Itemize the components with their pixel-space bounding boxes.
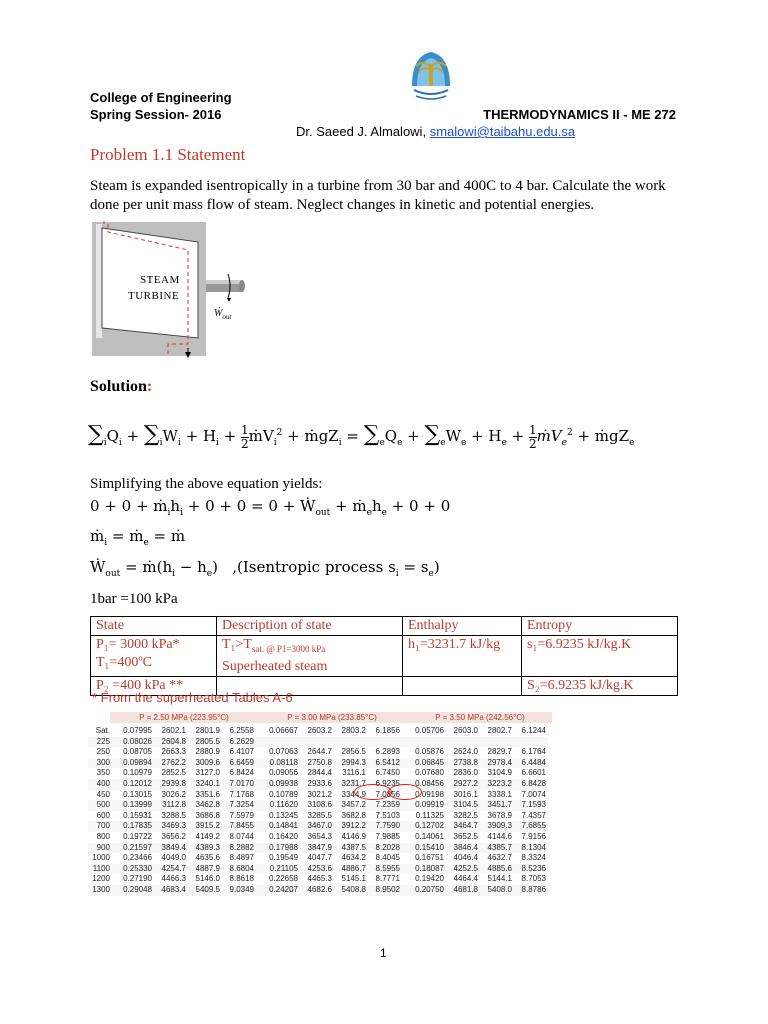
sh-header-p2: P = 3.00 MPa (233.85°C) xyxy=(287,713,377,722)
sh-value-cell: 0.14841 xyxy=(269,821,298,831)
sh-value-cell: 0.07063 xyxy=(269,747,298,757)
sh-temperature-cell: 1300 xyxy=(92,884,110,894)
sh-value-cell: 3104.5 xyxy=(453,800,478,810)
sh-temperature-cell: Sat. xyxy=(95,726,110,735)
sh-value-cell: 0.10979 xyxy=(123,768,152,778)
entropy-highlight-circle xyxy=(388,784,422,800)
sh-temperature-cell: 450 xyxy=(96,789,110,799)
sh-value-cell: 3656.2 xyxy=(161,831,186,841)
sh-value-cell: 2762.2 xyxy=(161,757,186,767)
sh-value-cell: 4046.4 xyxy=(453,853,478,863)
sh-value-cell: 4149.2 xyxy=(195,831,220,841)
sh-value-cell: 6.6459 xyxy=(229,757,254,767)
sh-value-cell: 0.23466 xyxy=(123,853,152,863)
sh-value-cell: 4681.8 xyxy=(453,884,478,894)
sh-value-cell: 0.19549 xyxy=(269,853,298,863)
sh-value-cell: 0.13999 xyxy=(123,800,152,810)
sh-value-cell xyxy=(368,737,402,748)
header-state: State xyxy=(91,617,217,636)
sh-value-cell: 5408.0 xyxy=(487,884,512,894)
sh-value-cell: 6.6601 xyxy=(521,768,546,778)
problem-statement-line1: Steam is expanded isentropically in a turbine from 30 bar and 400C to 4 bar. Calculate the work xyxy=(90,178,666,194)
sh-value-cell: 0.11325 xyxy=(415,810,444,820)
sh-value-cell: 8.5236 xyxy=(521,863,546,873)
sh-value-cell: 2927.2 xyxy=(453,778,478,788)
state2-entropy: S₂=6.9235 kJ/kg.K xyxy=(522,676,678,695)
sh-table-row xyxy=(88,843,548,854)
sh-value-cell: 3240.1 xyxy=(195,778,220,788)
sh-value-cell: 0.20750 xyxy=(415,884,444,894)
sh-value-cell: 5408.8 xyxy=(341,884,366,894)
sh-value-cell: 2880.9 xyxy=(195,747,220,757)
sh-table-row xyxy=(88,737,548,748)
solution-heading xyxy=(90,378,152,396)
sh-table-row xyxy=(88,790,548,801)
solution-heading-text: Solution xyxy=(90,378,147,395)
sh-value-cell: 4635.6 xyxy=(195,853,220,863)
sh-value-cell: 0.15410 xyxy=(415,842,444,852)
sh-value-cell: 3462.8 xyxy=(195,800,220,810)
sh-value-cell: 9.0349 xyxy=(229,884,254,894)
sh-value-cell: 3652.5 xyxy=(453,831,478,841)
sh-value-cell: 5144.1 xyxy=(487,874,512,884)
sh-value-cell: 3849.4 xyxy=(161,842,186,852)
sh-value-cell: 4466.3 xyxy=(161,874,186,884)
sh-value-cell: 0.09056 xyxy=(269,768,298,778)
unit-conversion: 1bar =100 kPa xyxy=(90,591,178,607)
sh-value-cell: 6.5412 xyxy=(375,757,400,767)
sh-value-cell: 0.21597 xyxy=(123,842,152,852)
sh-value-cell: 5146.0 xyxy=(195,874,220,884)
sh-value-cell: 6.8424 xyxy=(229,768,254,778)
header-enthalpy: Enthalpy xyxy=(403,617,522,636)
sh-value-cell: 3457.2 xyxy=(341,800,366,810)
sh-value-cell: 3682.8 xyxy=(341,810,366,820)
sh-value-cell: 3338.1 xyxy=(487,789,512,799)
sh-value-cell: 8.2028 xyxy=(375,842,400,852)
sh-value-cell: 6.2558 xyxy=(229,726,254,735)
superheated-data-table xyxy=(88,726,548,896)
energy-balance-equation: $\sum_iQ_i + \sum_iW_i + H_i$ + $\frac{1}{2}$ ṁV$_i^2$ + ṁgZ$_i$ = $\sum_eQ_e + \sum_eW_e + H_e$ + $\frac{1}{2}$ ṁV$_e^2$ + ṁgZ$_e$ xyxy=(88,422,635,451)
sh-value-cell: 8.7771 xyxy=(375,874,400,884)
sh-value-cell: 2803.2 xyxy=(341,726,366,735)
sh-value-cell: 2738.8 xyxy=(453,757,478,767)
simplify-text: Simplifying the above equation yields: xyxy=(90,476,323,492)
sh-temperature-cell: 1100 xyxy=(92,863,110,873)
sh-value-cell: 6.8428 xyxy=(521,778,546,788)
state1-entropy: s₁=6.9235 kJ/kg.K xyxy=(522,636,678,677)
sh-value-cell: 4632.7 xyxy=(487,853,512,863)
sh-value-cell: 0.13245 xyxy=(269,810,298,820)
sh-value-cell: 7.5979 xyxy=(229,810,254,820)
sh-value-cell xyxy=(446,737,480,748)
sh-value-cell: 0.27190 xyxy=(123,874,152,884)
sh-value-cell: 0.25330 xyxy=(123,863,152,873)
sh-table-row xyxy=(88,726,548,737)
state1-temperature: T₁=400ºC xyxy=(96,655,153,670)
sh-value-cell: 6.2629 xyxy=(229,736,254,746)
sh-value-cell: 0.29048 xyxy=(123,884,152,894)
sh-value-cell xyxy=(402,737,446,748)
sh-value-cell: 7.0856 xyxy=(375,789,400,799)
sh-value-cell: 4389.3 xyxy=(195,842,220,852)
sh-value-cell: 4253.6 xyxy=(307,863,332,873)
sh-temperature-cell: 1000 xyxy=(92,853,110,863)
sh-value-cell xyxy=(334,737,368,748)
state1-pressure: P₁= 3000 kPa* xyxy=(96,637,180,652)
sh-value-cell: 3351.6 xyxy=(195,789,220,799)
sh-value-cell: 4887.9 xyxy=(195,863,220,873)
enthalpy-highlight-circle xyxy=(354,784,392,800)
sh-value-cell: 0.09894 xyxy=(123,757,152,767)
sh-value-cell: 0.07680 xyxy=(415,768,444,778)
sh-value-cell: 3104.9 xyxy=(487,768,512,778)
problem-statement-line2: done per unit mass flow of steam. Neglect changes in kinetic and potential energies. xyxy=(90,197,595,213)
problem-title: Problem 1.1 Statement xyxy=(90,145,246,164)
sh-value-cell: 0.24207 xyxy=(269,884,298,894)
sh-value-cell: 2939.8 xyxy=(161,778,186,788)
sh-table-row xyxy=(88,874,548,885)
sh-table-row xyxy=(88,853,548,864)
superheated-table-excerpt xyxy=(88,712,552,902)
sh-temperature-cell: 600 xyxy=(96,810,110,820)
sh-value-cell: 3344.9 xyxy=(341,789,366,799)
sh-header-p3: P = 3.50 MPa (242.56°C) xyxy=(435,713,525,722)
solution-colon: : xyxy=(146,378,153,395)
sh-value-cell: 2852.5 xyxy=(161,768,186,778)
sh-value-cell: 3654.3 xyxy=(307,831,332,841)
sh-header-p1: P = 2.50 MPa (223.95°C) xyxy=(139,713,229,722)
simplified-equation: $0 + 0 + ṁ_ih_i + 0 + 0 = 0$ + Ẇ$_{out}$ + $ṁ_eh_e + 0 + 0$ xyxy=(90,497,451,518)
sh-value-cell: 0.08705 xyxy=(123,747,152,757)
sh-table-row xyxy=(88,800,548,811)
state1-desc: T₁>T xyxy=(222,637,252,652)
sh-value-cell: 0.11620 xyxy=(269,800,298,810)
state-table-row-1 xyxy=(91,636,678,677)
sh-table-row xyxy=(88,832,548,843)
sh-value-cell: 7.2359 xyxy=(375,800,400,810)
sh-value-cell: 3915.2 xyxy=(195,821,220,831)
sh-value-cell: 7.7590 xyxy=(375,821,400,831)
sh-value-cell: 3847.9 xyxy=(307,842,332,852)
sh-value-cell: 7.3254 xyxy=(229,800,254,810)
sh-value-cell: 0.12012 xyxy=(123,778,152,788)
sh-value-cell: 2603.0 xyxy=(453,726,478,735)
header-description: Description of state xyxy=(217,617,403,636)
sh-value-cell: 4385.7 xyxy=(487,842,512,852)
sh-value-cell: 2603.2 xyxy=(307,726,332,735)
sh-value-cell: 2829.7 xyxy=(487,747,512,757)
college-name: College of Engineering xyxy=(90,90,232,105)
sh-value-cell: 2602.1 xyxy=(161,726,186,735)
sh-value-cell: 4254.7 xyxy=(161,863,186,873)
sh-value-cell: 3026.2 xyxy=(161,789,186,799)
sh-value-cell: 4047.7 xyxy=(307,853,332,863)
instructor-line xyxy=(296,124,575,139)
sh-value-cell: 0.16751 xyxy=(415,853,444,863)
sh-table-row xyxy=(88,864,548,875)
sh-temperature-cell: 225 xyxy=(96,736,110,746)
sh-value-cell: 8.4897 xyxy=(229,853,254,863)
sh-value-cell: 0.17835 xyxy=(123,821,152,831)
sh-value-cell: 7.4357 xyxy=(521,810,546,820)
instructor-name: Dr. Saeed J. Almalowi, xyxy=(296,124,427,139)
sh-value-cell: 4144.6 xyxy=(487,831,512,841)
sh-temperature-cell: 1200 xyxy=(92,874,110,884)
sh-value-cell: 0.06667 xyxy=(269,726,298,735)
sh-value-cell: 3288.5 xyxy=(161,810,186,820)
sh-temperature-cell: 300 xyxy=(96,757,110,767)
sh-value-cell: 2663.3 xyxy=(161,747,186,757)
sh-value-cell: 3021.2 xyxy=(307,789,332,799)
sh-value-cell: 8.6804 xyxy=(229,863,254,873)
sh-temperature-cell: 500 xyxy=(96,800,110,810)
sh-temperature-cell: 250 xyxy=(96,747,110,757)
sh-value-cell: 4885.6 xyxy=(487,863,512,873)
sh-value-cell: 3909.3 xyxy=(487,821,512,831)
sh-value-cell: 0.13015 xyxy=(123,789,152,799)
university-logo xyxy=(404,46,458,106)
sh-value-cell: 4049.0 xyxy=(161,853,186,863)
sh-table-row xyxy=(88,811,548,822)
sh-temperature-cell: 800 xyxy=(96,831,110,841)
state1-desc-sub: sat. @ P1=3000 kPa xyxy=(251,643,326,654)
sh-value-cell: 0.22658 xyxy=(269,874,298,884)
work-equation: Ẇ$_{out}$ = $ṁ(h_i - h_e)$ ,(Isentropic process $s_i = s_e$) xyxy=(90,558,440,579)
sh-value-cell: 0.06845 xyxy=(415,757,444,767)
sh-value-cell: 8.7053 xyxy=(521,874,546,884)
sh-value-cell: 3464.7 xyxy=(453,821,478,831)
state-table-header-row xyxy=(91,617,678,636)
sh-value-cell: 6.2893 xyxy=(375,747,400,757)
sh-table-row xyxy=(88,779,548,790)
sh-value-cell: 5145.1 xyxy=(341,874,366,884)
sh-value-cell: 5409.5 xyxy=(195,884,220,894)
sh-value-cell: 0.08456 xyxy=(415,778,444,788)
sh-value-cell: 0.19420 xyxy=(415,874,444,884)
sh-value-cell: 2802.7 xyxy=(487,726,512,735)
sh-value-cell xyxy=(480,737,514,748)
sh-value-cell xyxy=(300,737,334,748)
page-number: 1 xyxy=(380,946,387,960)
sh-value-cell: 8.1304 xyxy=(521,842,546,852)
sh-value-cell xyxy=(514,737,548,748)
turbine-label-line2: TURBINE xyxy=(128,290,180,302)
sh-value-cell: 7.1768 xyxy=(229,789,254,799)
sh-value-cell: 4252.5 xyxy=(453,863,478,873)
sh-value-cell: 2836.0 xyxy=(453,768,478,778)
sh-value-cell: 7.9885 xyxy=(375,831,400,841)
sh-value-cell: 6.1764 xyxy=(521,747,546,757)
sh-value-cell: 0.18087 xyxy=(415,863,444,873)
sh-value-cell: 4465.3 xyxy=(307,874,332,884)
state1-phase: Superheated steam xyxy=(222,658,328,674)
state1-enthalpy: h₁=3231.7 kJ/kg xyxy=(403,636,522,677)
session-label: Spring Session- 2016 xyxy=(90,107,222,122)
mass-flow-equation: ṁ$_i$ = ṁ$_e$ = ṁ xyxy=(90,527,186,548)
sh-value-cell: 0.09198 xyxy=(415,789,444,799)
sh-value-cell: 0.14061 xyxy=(415,831,444,841)
sh-table-row xyxy=(88,768,548,779)
sh-temperature-cell: 900 xyxy=(96,842,110,852)
sh-table-row xyxy=(88,821,548,832)
sh-value-cell: 0.16420 xyxy=(269,831,298,841)
sh-value-cell: 8.8786 xyxy=(521,884,546,894)
sh-value-cell: 3467.0 xyxy=(307,821,332,831)
sh-value-cell: 0.12702 xyxy=(415,821,444,831)
sh-value-cell: 3451.7 xyxy=(487,800,512,810)
course-title: THERMODYNAMICS II - ME 272 xyxy=(483,107,676,122)
sh-value-cell: 2750.8 xyxy=(307,757,332,767)
sh-value-cell: 4387.5 xyxy=(341,842,366,852)
sh-value-cell: 7.8455 xyxy=(229,821,254,831)
sh-value-cell: 6.1856 xyxy=(375,726,400,735)
turbine-label-line1: STEAM xyxy=(140,274,180,286)
sh-value-cell: 3016.1 xyxy=(453,789,478,799)
sh-value-cell: 3678.9 xyxy=(487,810,512,820)
sh-value-cell: 2624.0 xyxy=(453,747,478,757)
sh-value-cell: 3912.2 xyxy=(341,821,366,831)
sh-value-cell: 2933.6 xyxy=(307,778,332,788)
sh-table-row xyxy=(88,747,548,758)
sh-value-cell: 7.0074 xyxy=(521,789,546,799)
sh-temperature-cell: 350 xyxy=(96,768,110,778)
sh-value-cell: 4634.2 xyxy=(341,853,366,863)
sh-value-cell: 2856.5 xyxy=(341,747,366,757)
sh-value-cell: 6.7450 xyxy=(375,768,400,778)
sh-value-cell: 3108.6 xyxy=(307,800,332,810)
sh-value-cell: 3285.5 xyxy=(307,810,332,820)
sh-value-cell: 3231.7 xyxy=(341,778,366,788)
sh-value-cell: 3469.3 xyxy=(161,821,186,831)
sh-temperature-cell: 700 xyxy=(96,821,110,831)
sh-value-cell: 0.17988 xyxy=(269,842,298,852)
work-out-symbol: Ẇ xyxy=(214,308,223,319)
sh-value-cell: 2994.3 xyxy=(341,757,366,767)
sh-value-cell: 2801.9 xyxy=(195,726,220,735)
sh-value-cell: 8.8618 xyxy=(229,874,254,884)
sh-value-cell: 7.5103 xyxy=(375,810,400,820)
sh-value-cell: 7.0170 xyxy=(229,778,254,788)
work-out-subscript: out xyxy=(222,313,232,321)
sh-value-cell: 3112.8 xyxy=(162,800,186,810)
header-entropy: Entropy xyxy=(522,617,678,636)
sh-value-cell: 3127.0 xyxy=(195,768,220,778)
sh-value-cell: 6.9235 xyxy=(375,778,400,788)
sh-value-cell: 8.4045 xyxy=(375,853,400,863)
sh-value-cell: 3282.5 xyxy=(453,810,478,820)
sh-value-cell: 0.09919 xyxy=(415,800,444,810)
table-source-note: * From the superheated Tables A-6 xyxy=(92,690,293,705)
sh-value-cell: 0.10789 xyxy=(269,789,298,799)
sh-value-cell: 7.9156 xyxy=(521,831,546,841)
sh-value-cell: 3116.1 xyxy=(342,768,366,778)
sh-value-cell: 4464.4 xyxy=(453,874,478,884)
sh-value-cell: 2844.4 xyxy=(307,768,332,778)
sh-value-cell: 6.1244 xyxy=(521,726,546,735)
sh-value-cell: 8.2882 xyxy=(229,842,254,852)
work-out-label xyxy=(214,308,231,321)
sh-value-cell: 3223.2 xyxy=(487,778,512,788)
instructor-email-link[interactable]: smalowi@taibahu.edu.sa xyxy=(429,124,576,139)
sh-value-cell: 0.08026 xyxy=(123,736,152,746)
sh-value-cell: 4683.4 xyxy=(161,884,186,894)
state2-enthalpy xyxy=(403,676,522,695)
sh-value-cell: 2978.4 xyxy=(487,757,512,767)
sh-value-cell: 3846.4 xyxy=(453,842,478,852)
sh-value-cell: 8.0744 xyxy=(229,831,254,841)
state2-pressure: P₂ =400 kPa ** xyxy=(91,676,217,695)
sh-value-cell: 4146.9 xyxy=(341,831,366,841)
sh-value-cell: 6.4484 xyxy=(521,757,546,767)
state-table xyxy=(90,616,678,696)
sh-table-row xyxy=(88,758,548,769)
sh-value-cell: 4682.6 xyxy=(307,884,332,894)
sh-value-cell: 0.09938 xyxy=(269,778,298,788)
sh-value-cell: 3686.8 xyxy=(195,810,220,820)
sh-value-cell: 0.21105 xyxy=(269,863,298,873)
sh-value-cell: 2604.8 xyxy=(161,736,186,746)
sh-value-cell: 7.1593 xyxy=(521,800,546,810)
sh-value-cell: 8.9502 xyxy=(375,884,400,894)
sh-value-cell: 4886.7 xyxy=(341,863,366,873)
sh-value-cell xyxy=(256,737,300,748)
sh-value-cell: 2805.5 xyxy=(195,736,220,746)
steam-turbine-figure xyxy=(88,218,258,360)
sh-value-cell: 0.05876 xyxy=(415,747,444,757)
sh-value-cell: 6.4107 xyxy=(229,747,254,757)
sh-value-cell: 0.07995 xyxy=(123,726,152,735)
sh-value-cell: 0.05706 xyxy=(415,726,444,735)
sh-temperature-cell: 400 xyxy=(96,778,110,788)
sh-value-cell: 2644.7 xyxy=(307,747,332,757)
sh-table-row xyxy=(88,885,548,896)
sh-value-cell: 8.5955 xyxy=(375,863,400,873)
sh-value-cell: 0.19722 xyxy=(123,831,152,841)
sh-value-cell: 7.6855 xyxy=(521,821,546,831)
sh-value-cell: 8.3324 xyxy=(521,853,546,863)
sh-value-cell: 0.15931 xyxy=(123,810,152,820)
sh-value-cell: 3009.6 xyxy=(195,757,220,767)
sh-value-cell: 0.08118 xyxy=(269,757,298,767)
